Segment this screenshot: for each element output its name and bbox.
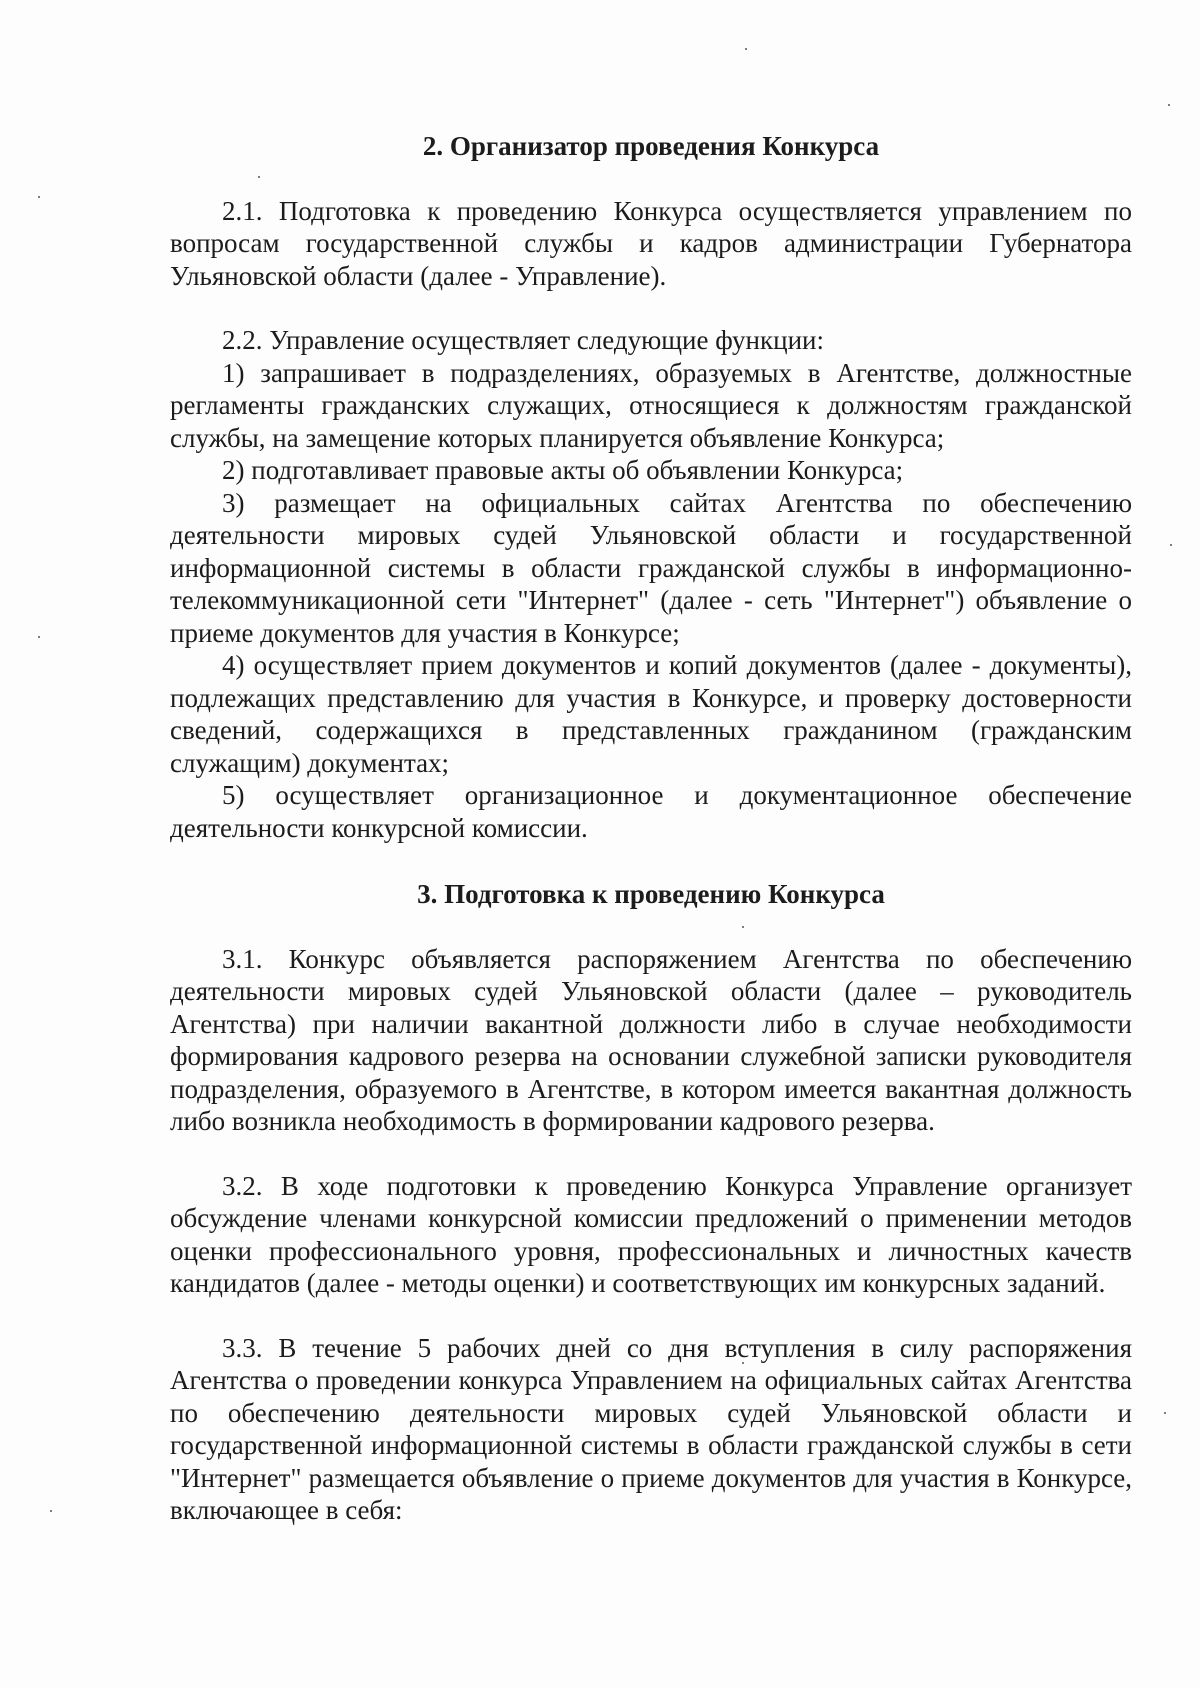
scan-speck [38,196,40,198]
list-item-1: 1) запрашивает в подразделениях, образуемых в Агентстве, должностные регламенты гражданских служащих, относящиеся к должностям гражданской службы, на замещение которых планируется объявление Конкурса; [170,357,1132,453]
scan-speck [38,636,40,638]
scan-speck [50,1510,52,1512]
section-2-heading: 2. Организатор проведения Конкурса [422,131,880,161]
paragraph-2-1: 2.1. Подготовка к проведению Конкурса осуществляется управлением по вопросам государственной службы и кадров администрации Губернатора Ульяновской области (далее - Управление). [170,195,1132,291]
scan-speck [1164,1412,1166,1414]
scan-speck [745,48,747,50]
paragraph-3-2: 3.2. В ходе подготовки к проведению Конкурса Управление организует обсуждение членами конкурсной комиссии предложений о применении методов оценки профессионального уровня, профессиональных и личностных качеств кандидатов (далее - методы оценки) и соответствующих им конкурсных заданий. [170,1170,1132,1298]
list-item-3: 3) размещает на официальных сайтах Агентства по обеспечению деятельности мировых судей Ульяновской области и государственной информационной системы в области гражданской службы в информационно-телекоммуникационной сети "Интернет" (далее - сеть "Интернет") объявление о приеме документов для участия в Конкурсе; [170,487,1132,648]
paragraph-3-1: 3.1. Конкурс объявляется распоряжением Агентства по обеспечению деятельности мировых судей Ульяновской области (далее – руководитель Агентства) при наличии вакантной должности либо в случае необходимости формирования кадрового резерва на основании служебной записки руководителя подразделения, образуемого в Агентстве, в котором имеется вакантная должность либо возникла необходимость в формировании кадрового резерва. [170,943,1132,1136]
list-item-2: 2) подготавливает правовые акты об объявлении Конкурса; [222,455,904,485]
scan-speck [1170,544,1172,546]
section-3-heading: 3. Подготовка к проведению Конкурса [417,879,885,909]
document-body [170,130,1132,1527]
scan-speck [1168,104,1170,106]
paragraph-2-2: 2.2. Управление осуществляет следующие функции: [222,325,824,355]
list-item-4: 4) осуществляет прием документов и копий документов (далее - документы), подлежащих представлению для участия в Конкурсе, и проверку достоверности сведений, содержащихся в представленных гражданином (гражданским служащим) документах; [170,650,1132,778]
paragraph-3-3: 3.3. В течение 5 рабочих дней со дня вступления в силу распоряжения Агентства о проведении конкурса Управлением на официальных сайтах Агентства по обеспечению деятельности мировых судей Ульяновской области и государственной информационной системы в области гражданской службы в сети "Интернет" размещается объявление о приеме документов для участия в Конкурсе, включающее в себя: [170,1332,1132,1525]
list-item-5: 5) осуществляет организационное и документационное обеспечение деятельности конкурсной комиссии. [170,780,1132,843]
